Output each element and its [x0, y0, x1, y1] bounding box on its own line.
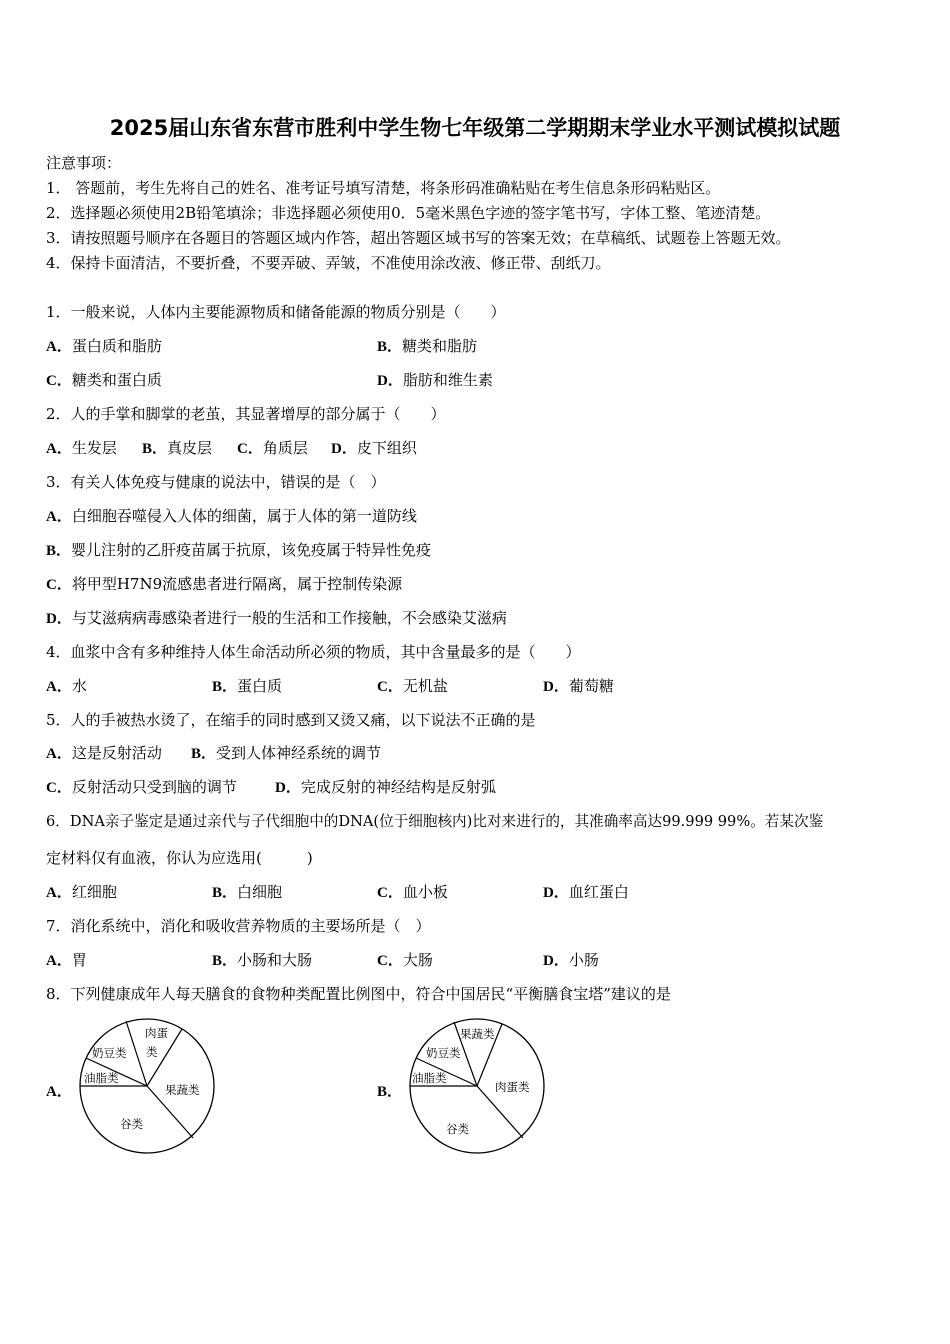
q6-option-d[interactable]: D．血红蛋白: [543, 883, 629, 901]
q8-option-a-label[interactable]: A．: [46, 1084, 72, 1100]
q6-option-a[interactable]: A．红细胞: [46, 883, 117, 901]
question-6-stem-line-1: 6．DNA亲子鉴定是通过亲代与子代细胞中的DNA(位于细胞核内)比对来进行的，其准确率高达99.999 99%。若某次鉴: [46, 813, 824, 830]
q3-option-c[interactable]: C．将甲型H7N9流感患者进行隔离，属于控制传染源: [46, 575, 403, 593]
pie-divider: [126, 1021, 147, 1086]
q4-option-b[interactable]: B．蛋白质: [212, 677, 283, 695]
q3-option-b[interactable]: B．婴儿注射的乙肝疫苗属于抗原，该免疫属于特异性免疫: [46, 541, 432, 559]
q3-option-a[interactable]: A．白细胞吞噬侵入人体的细菌，属于人体的第一道防线: [46, 507, 417, 525]
q1-option-c[interactable]: C．糖类和蛋白质: [46, 371, 162, 389]
question-4-stem: 4．血浆中含有多种维持人体生命活动所必须的物质，其中含量最多的是（ ）: [46, 643, 581, 661]
q4-option-d[interactable]: D．葡萄糖: [543, 677, 614, 695]
slice-label-dairy-bean: 奶豆类: [92, 1046, 127, 1060]
q5-option-c[interactable]: C．反射活动只受到脑的调节: [46, 778, 237, 796]
q3-option-d[interactable]: D．与艾滋病病毒感染者进行一般的生活和工作接触，不会感染艾滋病: [46, 609, 507, 627]
q5-option-d[interactable]: D．完成反射的神经结构是反射弧: [275, 778, 496, 796]
slice-label-dairy-bean: 奶豆类: [426, 1046, 461, 1060]
slice-label-fruit-veg: 果蔬类: [165, 1083, 200, 1097]
q8-option-b-pie-chart[interactable]: [404, 1015, 550, 1157]
slice-label-grain: 谷类: [446, 1122, 469, 1136]
q2-option-c[interactable]: C．角质层: [237, 439, 308, 457]
question-3-stem: 3．有关人体免疫与健康的说法中，错误的是（ ）: [46, 473, 386, 491]
question-8-stem: 8．下列健康成年人每天膳食的食物种类配置比例图中，符合中国居民“平衡膳食宝塔”建议的是: [46, 985, 671, 1003]
question-2-stem: 2．人的手掌和脚掌的老茧，其显著增厚的部分属于（ ）: [46, 405, 446, 423]
q2-option-b[interactable]: B．真皮层: [142, 439, 213, 457]
notice-item-1: 1． 答题前，考生先将自己的姓名、准考证号填写清楚，将条形码准确粘贴在考生信息条形码粘贴区。: [46, 179, 721, 197]
slice-label-fruit-veg: 果蔬类: [460, 1027, 495, 1041]
q1-option-d[interactable]: D．脂肪和维生素: [377, 371, 493, 389]
notice-item-3: 3．请按照题号顺序在各题目的答题区域内作答，超出答题区域书写的答案无效；在草稿纸、试题卷上答题无效。: [46, 229, 791, 247]
question-5-stem: 5．人的手被热水烫了，在缩手的同时感到又烫又痛，以下说法不正确的是: [46, 711, 536, 729]
q7-option-a[interactable]: A．胃: [46, 951, 87, 969]
question-7-stem: 7．消化系统中，消化和吸收营养物质的主要场所是（ ）: [46, 917, 431, 935]
slice-label-meat-egg: 肉蛋类: [495, 1080, 530, 1094]
q8-option-a-pie-chart[interactable]: [74, 1015, 220, 1157]
notice-item-2: 2．选择题必须使用2B铅笔填涂；非选择题必须使用0．5毫米黑色字迹的签字笔书写，字体工整、笔迹清楚。: [46, 204, 771, 222]
q5-option-b[interactable]: B．受到人体神经系统的调节: [191, 744, 382, 762]
slice-label-oil-fat: 油脂类: [412, 1071, 447, 1085]
slice-label-meat-egg: 肉蛋: [145, 1026, 168, 1040]
question-6-stem-line-2: 定材料仅有血液，你认为应选用( ): [46, 849, 313, 867]
notice-heading: 注意事项：: [46, 154, 122, 172]
slice-label-meat-egg-line2: 类: [146, 1045, 158, 1059]
q5-option-a[interactable]: A．这是反射活动: [46, 744, 162, 762]
notice-item-4: 4．保持卡面清洁，不要折叠，不要弄破、弄皱，不准使用涂改液、修正带、刮纸刀。: [46, 254, 611, 272]
page-title: 2025届山东省东营市胜利中学生物七年级第二学期期末学业水平测试模拟试题: [109, 116, 841, 140]
q1-option-a[interactable]: A．蛋白质和脂肪: [46, 337, 162, 355]
q8-option-b-label[interactable]: B．: [377, 1084, 403, 1100]
q2-option-a[interactable]: A．生发层: [46, 439, 117, 457]
q6-option-c[interactable]: C．血小板: [377, 883, 448, 901]
slice-label-oil-fat: 油脂类: [84, 1071, 119, 1085]
q4-option-c[interactable]: C．无机盐: [377, 677, 448, 695]
q7-option-d[interactable]: D．小肠: [543, 951, 599, 969]
q4-option-a[interactable]: A．水: [46, 677, 87, 695]
q7-option-c[interactable]: C．大肠: [377, 951, 433, 969]
slice-label-grain: 谷类: [120, 1117, 143, 1131]
q1-option-b[interactable]: B．糖类和脂肪: [377, 337, 478, 355]
q7-option-b[interactable]: B．小肠和大肠: [212, 951, 313, 969]
q6-option-b[interactable]: B．白细胞: [212, 883, 283, 901]
question-1-stem: 1．一般来说，人体内主要能源物质和储备能源的物质分别是（ ）: [46, 303, 506, 321]
q2-option-d[interactable]: D．皮下组织: [331, 439, 417, 457]
